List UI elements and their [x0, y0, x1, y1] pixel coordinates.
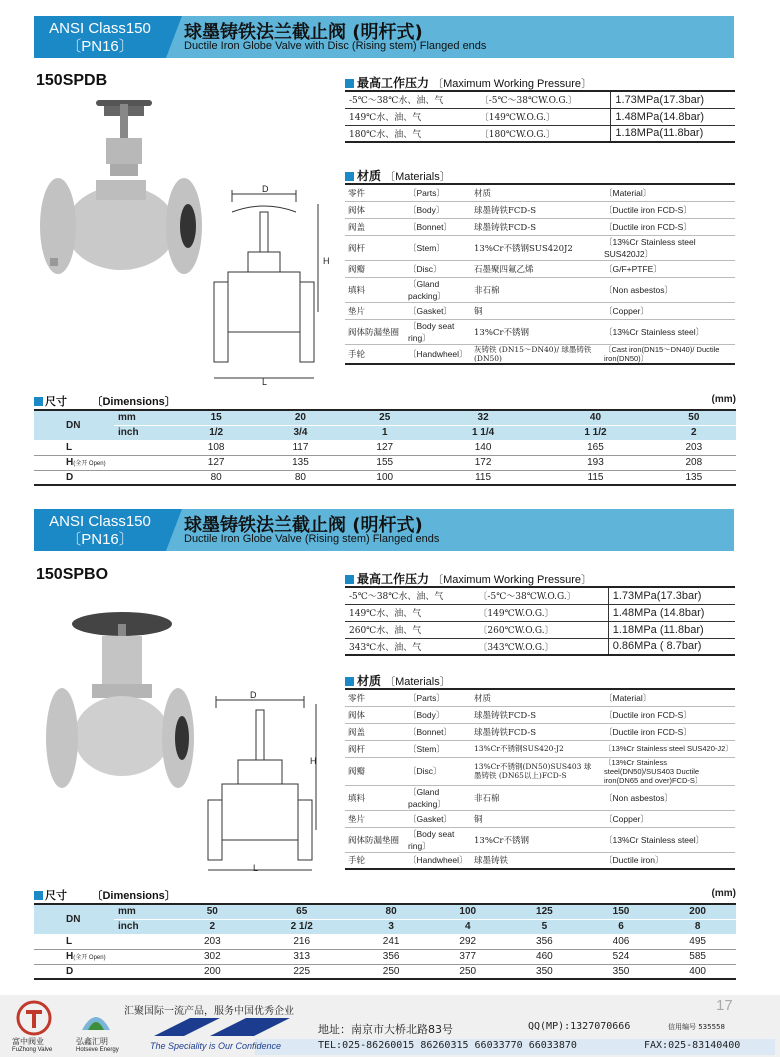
hongxin-logo-icon: [76, 1000, 116, 1036]
dn-mm-row: [34, 904, 736, 919]
dn-inch-row: [34, 425, 736, 440]
pressure-row: -5℃～38℃水、油、气 〔-5℃～38℃W.O.G.〕 1.73MPa(17.3bar): [345, 91, 735, 108]
dimension-cell: 216: [251, 934, 353, 949]
part-cn: 阀体: [345, 201, 405, 218]
part-cn: 阀盖: [345, 218, 405, 235]
dn-inch-cell: 1 1/2: [539, 425, 651, 440]
part-cn: 手轮: [345, 852, 405, 869]
material-en: 〔Copper〕: [601, 810, 735, 827]
row-label-text: L: [66, 935, 73, 947]
part-cn: 阀瓣: [345, 757, 405, 785]
part-cn: 填料: [345, 785, 405, 810]
part-en: 〔Stem〕: [405, 235, 471, 260]
class-badge: [34, 509, 166, 551]
part-en: 〔Disc〕: [405, 757, 471, 785]
dimension-cell: 350: [583, 964, 660, 979]
dn-label: DN: [34, 410, 114, 440]
dn-mm-cell: 15: [174, 410, 258, 425]
row-label-text: D: [66, 471, 74, 483]
part-cn: 阀体: [345, 706, 405, 723]
model-name: 150SPDB: [36, 72, 108, 89]
pressure-row: -5℃～38℃水、油、气 〔-5℃～38℃W.O.G.〕 1.73MPa(17.3bar): [345, 587, 735, 604]
material-en: 〔13%Cr Stainless steel〕: [601, 827, 735, 852]
dimension-cell: 135: [258, 455, 342, 470]
unit-label: (mm): [711, 888, 736, 899]
part-en: 〔Bonnet〕: [405, 723, 471, 740]
dimension-cell: 356: [353, 949, 430, 964]
pressure-row: 149℃水、油、气 〔149℃W.O.G.〕 1.48MPa(14.8bar): [345, 108, 735, 125]
address: 地址：南京市大桥北路83号: [318, 1023, 453, 1036]
material-cn: 13%Cr不锈钢: [471, 827, 601, 852]
part-en: 〔Gland packing〕: [405, 277, 471, 302]
dn-label: DN: [34, 904, 114, 934]
section1-header: [34, 16, 734, 58]
material-row: [345, 706, 735, 723]
row-label-text: L: [66, 441, 73, 453]
dimension-cell: 80: [258, 470, 342, 485]
dimension-row: [34, 949, 736, 964]
row-label-text: H: [66, 457, 74, 468]
row-label: [34, 455, 174, 470]
dn-mm-cell: 50: [174, 904, 251, 919]
part-en: 〔Handwheel〕: [405, 344, 471, 364]
material-en: 〔Non asbestos〕: [601, 277, 735, 302]
credit-number: 信用编号 535558: [668, 1023, 725, 1031]
dn-inch-cell: 1/2: [174, 425, 258, 440]
material-cn: 球墨铸铁FCD-S: [471, 723, 601, 740]
logo1-en: FuZhong Valve: [12, 1047, 53, 1053]
drawing-label-l: L: [262, 377, 268, 387]
dimension-cell: 377: [429, 949, 506, 964]
dimension-cell: 200: [174, 964, 251, 979]
row-label: [34, 470, 174, 485]
dn-inch-cell: 1: [343, 425, 427, 440]
material-row: [345, 852, 735, 869]
dn-inch-cell: 1 1/4: [427, 425, 539, 440]
material-cn: 球墨铸铁FCD-S: [471, 706, 601, 723]
brand-mark-icon: [150, 1014, 300, 1040]
class-line1: ANSI Class150: [49, 20, 151, 37]
valve-photo: [44, 606, 194, 806]
dn-mm-cell: 80: [353, 904, 430, 919]
part-en: 〔Body seat ring〕: [405, 319, 471, 344]
part-cn: 阀杆: [345, 235, 405, 260]
class-line2: 〔PN16〕: [66, 531, 134, 548]
inch-label: inch: [114, 425, 174, 440]
material-en: 〔13%Cr Stainless steel SUS420J2〕: [601, 235, 735, 260]
part-cn: 垫片: [345, 302, 405, 319]
part-en: 〔Parts〕: [405, 689, 471, 706]
logo1-text: 富中阀业: [12, 1037, 44, 1046]
row-label: [34, 440, 174, 455]
dimension-cell: 115: [427, 470, 539, 485]
dimension-cell: 203: [652, 440, 736, 455]
telephone: TEL:025-86260015 86260315 66033770 66033870: [318, 1040, 577, 1051]
drawing-label-l: L: [253, 863, 259, 873]
material-en: 〔Material〕: [601, 689, 735, 706]
dimension-cell: 460: [506, 949, 583, 964]
material-row: [345, 810, 735, 827]
pressure-table: [345, 586, 735, 656]
dimension-cell: 127: [174, 455, 258, 470]
pressure-title: 最高工作压力 〔Maximum Working Pressure〕: [345, 74, 592, 91]
material-en: 〔G/F+PTFE〕: [601, 260, 735, 277]
drawing-label-d: D: [250, 690, 257, 700]
pressure-row: 343℃水、油、气 〔343℃W.O.G.〕 0.86MPa ( 8.7bar): [345, 638, 735, 655]
row-label: [34, 949, 174, 964]
dimension-cell: 208: [652, 455, 736, 470]
section2-header: [34, 509, 734, 551]
dimension-cell: 225: [251, 964, 353, 979]
dimension-cell: 165: [539, 440, 651, 455]
dimension-drawing: [204, 690, 328, 876]
material-row: [345, 689, 735, 706]
materials-title: 材质 〔Materials〕: [345, 672, 451, 689]
dn-mm-cell: 100: [429, 904, 506, 919]
part-en: 〔Parts〕: [405, 184, 471, 201]
material-en: 〔Cast iron(DN15～DN40)/ Ductile iron(DN50)〕: [601, 344, 735, 364]
material-row: [345, 277, 735, 302]
material-en: 〔Ductile iron FCD-S〕: [601, 201, 735, 218]
material-en: 〔13%Cr Stainless steel SUS420-J2〕: [601, 740, 735, 757]
material-cn: 铜: [471, 810, 601, 827]
material-cn: 13%Cr不锈钢: [471, 319, 601, 344]
dn-inch-cell: 6: [583, 919, 660, 934]
materials-table: [345, 688, 735, 870]
pressure-row: 260℃水、油、气 〔260℃W.O.G.〕 1.18MPa (11.8bar): [345, 621, 735, 638]
dn-inch-cell: 5: [506, 919, 583, 934]
material-row: [345, 319, 735, 344]
part-cn: 阀盖: [345, 723, 405, 740]
pressure-table: [345, 90, 735, 143]
part-cn: 阀杆: [345, 740, 405, 757]
part-en: 〔Gasket〕: [405, 302, 471, 319]
dimension-cell: 80: [174, 470, 258, 485]
material-cn: 13%Cr不锈钢SUS420-J2: [471, 740, 601, 757]
dimension-cell: 203: [174, 934, 251, 949]
dimension-cell: 108: [174, 440, 258, 455]
dimension-row: [34, 934, 736, 949]
row-note: (全开 Open): [73, 955, 106, 961]
material-row: [345, 184, 735, 201]
dimension-cell: 524: [583, 949, 660, 964]
dimension-row: [34, 440, 736, 455]
slogan: 汇聚国际一流产品，服务中国优秀企业: [124, 1006, 294, 1017]
material-cn: 材质: [471, 689, 601, 706]
dn-mm-row: [34, 410, 736, 425]
row-label-text: H: [66, 951, 74, 962]
dimension-row: [34, 455, 736, 470]
part-cn: 填料: [345, 277, 405, 302]
dimensions-table: [34, 409, 736, 486]
materials-title: 材质 〔Materials〕: [345, 167, 451, 184]
material-cn: 铜: [471, 302, 601, 319]
material-cn: 石墨聚四氟乙烯: [471, 260, 601, 277]
part-cn: 手轮: [345, 344, 405, 364]
row-label-text: D: [66, 965, 74, 977]
dimension-cell: 400: [659, 964, 736, 979]
dimension-drawing: [208, 182, 338, 388]
model-name: 150SPBO: [36, 566, 109, 583]
pressure-title: 最高工作压力 〔Maximum Working Pressure〕: [345, 570, 592, 587]
pressure-row: 180℃水、油、气 〔180℃W.O.G.〕 1.18MPa(11.8bar): [345, 125, 735, 142]
title-en: Ductile Iron Globe Valve with Disc (Rising stem) Flanged ends: [184, 40, 487, 52]
row-label: [34, 934, 174, 949]
materials-table: [345, 183, 735, 365]
material-cn: 13%Cr不锈钢(DN50)SUS403 球墨铸铁 (DN65以上)FCD-S: [471, 757, 601, 785]
row-note: (全开 Open): [73, 461, 106, 467]
material-cn: 非石棉: [471, 277, 601, 302]
dimension-cell: 241: [353, 934, 430, 949]
dimension-cell: 155: [343, 455, 427, 470]
dimension-cell: 356: [506, 934, 583, 949]
title-cn: 球墨铸铁法兰截止阀 (明杆式): [184, 22, 423, 43]
dn-mm-cell: 150: [583, 904, 660, 919]
dimension-cell: 302: [174, 949, 251, 964]
row-label: [34, 964, 174, 979]
material-cn: 球墨铸铁: [471, 852, 601, 869]
part-cn: 阀体防漏垫圈: [345, 827, 405, 852]
material-en: 〔13%Cr Stainless steel(DN50)/SUS403 Ductile iron(DN65 and over)FCD-S〕: [601, 757, 735, 785]
material-row: [345, 344, 735, 364]
dimension-cell: 313: [251, 949, 353, 964]
material-cn: 非石棉: [471, 785, 601, 810]
material-en: 〔Non asbestos〕: [601, 785, 735, 810]
part-cn: 垫片: [345, 810, 405, 827]
material-cn: 灰铸铁 (DN15～DN40)/ 球墨铸铁 (DN50): [471, 344, 601, 364]
class-badge: [34, 16, 166, 58]
logo2-text: 弘鑫汇明: [76, 1037, 108, 1046]
material-en: 〔Material〕: [601, 184, 735, 201]
material-row: [345, 723, 735, 740]
material-row: [345, 785, 735, 810]
dimension-cell: 172: [427, 455, 539, 470]
drawing-label-h: H: [310, 756, 317, 766]
title-en: Ductile Iron Globe Valve (Rising stem) Flanged ends: [184, 533, 440, 545]
material-en: 〔Ductile iron FCD-S〕: [601, 723, 735, 740]
material-cn: 13%Cr不锈钢SUS420J2: [471, 235, 601, 260]
page-number: 17: [716, 997, 733, 1014]
part-en: 〔Body seat ring〕: [405, 827, 471, 852]
part-en: 〔Gasket〕: [405, 810, 471, 827]
material-en: 〔Ductile iron FCD-S〕: [601, 218, 735, 235]
material-en: 〔13%Cr Stainless steel〕: [601, 319, 735, 344]
fuzhong-logo-icon: [14, 1000, 54, 1036]
material-row: [345, 827, 735, 852]
dimension-cell: 350: [506, 964, 583, 979]
dimension-cell: 406: [583, 934, 660, 949]
mm-label: mm: [114, 410, 174, 425]
dn-mm-cell: 50: [652, 410, 736, 425]
title-cn: 球墨铸铁法兰截止阀 (明杆式): [184, 515, 423, 536]
valve-photo: [36, 98, 206, 298]
tagline: The Speciality is Our Confidence: [150, 1041, 282, 1051]
dn-inch-cell: 2 1/2: [251, 919, 353, 934]
dimension-cell: 250: [353, 964, 430, 979]
dn-mm-cell: 25: [343, 410, 427, 425]
dimension-cell: 495: [659, 934, 736, 949]
part-cn: 阀体防漏垫圈: [345, 319, 405, 344]
class-line1: ANSI Class150: [49, 513, 151, 530]
part-en: 〔Disc〕: [405, 260, 471, 277]
dn-mm-cell: 40: [539, 410, 651, 425]
logo2-en: Hotseve Energy: [76, 1047, 119, 1053]
dn-inch-cell: 4: [429, 919, 506, 934]
part-en: 〔Gland packing〕: [405, 785, 471, 810]
qq: QQ(MP):1327070666: [528, 1021, 631, 1032]
part-en: 〔Bonnet〕: [405, 218, 471, 235]
part-en: 〔Stem〕: [405, 740, 471, 757]
dimensions-title: 尺寸 〔Dimensions〕: [34, 393, 176, 409]
dn-inch-cell: 2: [174, 919, 251, 934]
material-row: [345, 235, 735, 260]
dn-inch-cell: 3: [353, 919, 430, 934]
material-row: [345, 302, 735, 319]
material-cn: 材质: [471, 184, 601, 201]
material-en: 〔Ductile iron FCD-S〕: [601, 706, 735, 723]
material-en: 〔Ductile iron〕: [601, 852, 735, 869]
material-row: [345, 201, 735, 218]
dimensions-table: [34, 903, 736, 980]
dimension-row: [34, 470, 736, 485]
dn-mm-cell: 200: [659, 904, 736, 919]
dn-inch-row: [34, 919, 736, 934]
material-en: 〔Copper〕: [601, 302, 735, 319]
dn-mm-cell: 20: [258, 410, 342, 425]
part-cn: 阀瓣: [345, 260, 405, 277]
drawing-label-d: D: [262, 184, 269, 194]
dimensions-title: 尺寸 〔Dimensions〕: [34, 887, 176, 903]
dimension-cell: 193: [539, 455, 651, 470]
dn-mm-cell: 65: [251, 904, 353, 919]
dn-inch-cell: 2: [652, 425, 736, 440]
fax: FAX:025-83140400: [644, 1040, 741, 1051]
material-cn: 球墨铸铁FCD-S: [471, 201, 601, 218]
class-line2: 〔PN16〕: [66, 38, 134, 55]
inch-label: inch: [114, 919, 174, 934]
drawing-label-h: H: [323, 256, 330, 266]
dimension-cell: 100: [343, 470, 427, 485]
dn-mm-cell: 32: [427, 410, 539, 425]
material-row: [345, 757, 735, 785]
dn-mm-cell: 125: [506, 904, 583, 919]
unit-label: (mm): [711, 394, 736, 405]
part-en: 〔Body〕: [405, 201, 471, 218]
dimension-cell: 115: [539, 470, 651, 485]
pressure-row: 149℃水、油、气 〔149℃W.O.G.〕 1.48MPa (14.8bar): [345, 604, 735, 621]
part-cn: 零件: [345, 689, 405, 706]
mm-label: mm: [114, 904, 174, 919]
material-row: [345, 740, 735, 757]
dimension-cell: 585: [659, 949, 736, 964]
dimension-cell: 250: [429, 964, 506, 979]
part-en: 〔Body〕: [405, 706, 471, 723]
dimension-cell: 117: [258, 440, 342, 455]
dimension-cell: 140: [427, 440, 539, 455]
dimension-cell: 127: [343, 440, 427, 455]
part-cn: 零件: [345, 184, 405, 201]
dn-inch-cell: 8: [659, 919, 736, 934]
dimension-row: [34, 964, 736, 979]
dimension-cell: 292: [429, 934, 506, 949]
dimension-cell: 135: [652, 470, 736, 485]
part-en: 〔Handwheel〕: [405, 852, 471, 869]
material-row: [345, 218, 735, 235]
dn-inch-cell: 3/4: [258, 425, 342, 440]
material-cn: 球墨铸铁FCD-S: [471, 218, 601, 235]
material-row: [345, 260, 735, 277]
